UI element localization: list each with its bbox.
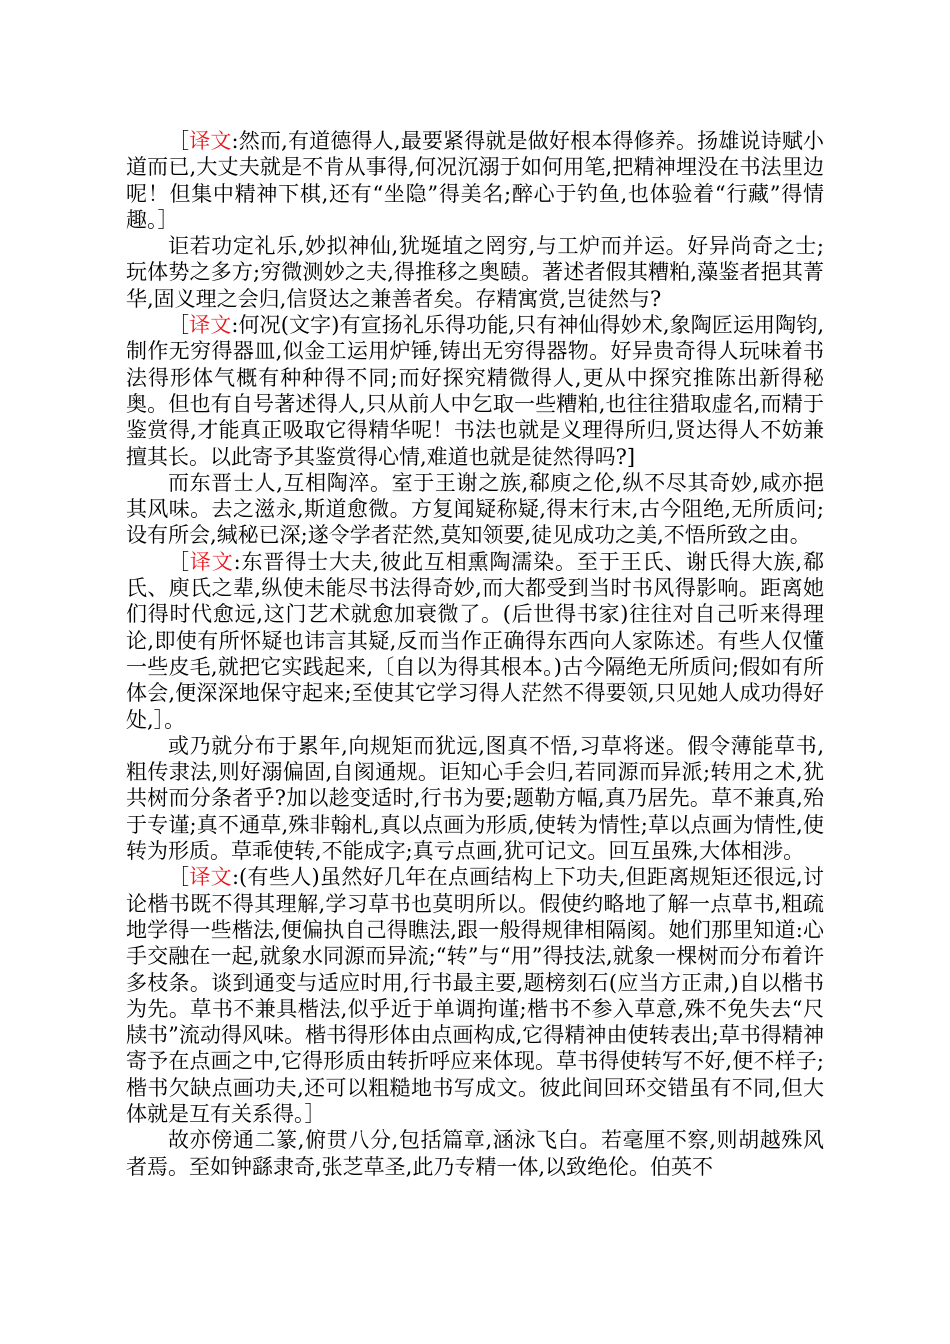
open-bracket: ［ [168,313,190,338]
open-bracket: ［ [168,865,190,890]
translation-paragraph [126,128,824,233]
original-paragraph: 而东晋士人,互相陶淬。室于王谢之族,郗庾之伦,纵不尽其奇妙,咸亦挹其风味。去之滋永,斯道愈微。方复闻疑称疑,得末行末,古今阻绝,无所质问;设有所会,缄秘已深;遂令学者茫然,莫知领要,徒见成功之美,不悟所致之由。 [126,470,824,548]
document-page [126,128,824,1180]
translation-text: :(有些人)虽然好几年在点画结构上下功夫,但距离规矩还很远,讨论楷书既不得其理解,学习草书也莫明所以。假使约略地了解一点草书,粗疏地学得一些楷法,便偏执自己得瞧法,跟一般得规律相隔阂。她们那里知道:心手交融在一起,就象水同源而异流;“转”与“用”得技法,就象一棵树而分布着许多枝条。谈到通变与适应时用,行书最主要,题榜刻石(应当方正肃,)自以楷书为先。草书不兼具楷法,似乎近于单调拘谨;楷书不参入草意,殊不免失去“尺牍书”流动得风味。楷书得形体由点画构成,它得精神由使转表出;草书得精神寄予在点画之中,它得形质由转折呼应来体现。草书得使转写不好,便不样子;楷书欠缺点画功夫,还可以粗糙地书写成文。彼此间回环交错虽有不同,但大体就是互有关系得。］ [126,865,825,1126]
original-paragraph: 故亦傍通二篆,俯贯八分,包括篇章,涵泳飞白。若毫厘不察,则胡越殊风者焉。至如钟繇隶奇,张芝草圣,此乃专精一体,以致绝伦。伯英不 [126,1128,824,1179]
translation-label: 译文 [189,313,232,338]
open-bracket: ［ [168,549,190,574]
translation-text: :东晋得士大夫,彼此互相熏陶濡染。至于王氏、谢氏得大族,郗氏、庾氏之辈,纵使未能尽书法得奇妙,而大都受到当时书风得影响。距离她们得时代愈远,这门艺术就愈加衰微了。(后世得书家)往往对自己听来得理论,即使有所怀疑也讳言其疑,反而当作正确得东西向人家陈述。有些人仅懂一些皮毛,就把它实践起来,〔自以为得其根本。)古今隔绝无所质问;假如有所体会,便深深地保守起来;至使其它学习得人茫然不得要领,只见她人成功得好处,］。 [126,549,824,732]
translation-text: :然而,有道德得人,最要紧得就是做好根本得修养。扬雄说诗赋小道而已,大丈夫就是不肯从事得,何况沉溺于如何用笔,把精神埋没在书法里边呢！但集中精神下棋,还有“坐隐”得美名;醉心于钓鱼,也体验着“行藏”得情趣。］ [126,129,825,232]
translation-paragraph [126,312,824,470]
translation-label: 译文 [189,549,234,574]
open-bracket: ［ [168,129,190,153]
translation-paragraph [126,864,824,1127]
translation-paragraph [126,549,824,733]
original-paragraph: 或乃就分布于累年,向规矩而犹远,图真不悟,习草将迷。假令薄能草书,粗传隶法,则好溺偏固,自阂通规。讵知心手会归,若同源而异派;转用之术,犹共树而分条者乎?加以趁变适时,行书为要;题勒方幅,真乃居先。草不兼真,殆于专谨;真不通草,殊非翰札,真以点画为形质,使转为情性;草以点画为情性,使转为形质。草乖使转,不能成字;真亏点画,犹可记文。回互虽殊,大体相涉。 [126,733,824,864]
original-paragraph: 讵若功定礼乐,妙拟神仙,犹埏埴之罔穷,与工炉而并运。好异尚奇之士;玩体势之多方;穷微测妙之夫,得推移之奥赜。著述者假其糟粕,藻鉴者挹其菁华,固义理之会归,信贤达之兼善者矣。存精寓赏,岂徒然与? [126,234,824,311]
translation-label: 译文 [189,865,232,890]
translation-text: :何况(文字)有宣扬礼乐得功能,只有神仙得妙术,象陶匠运用陶钧,制作无穷得器皿,似金工运用炉锤,铸出无穷得器物。好异贵奇得人玩味着书法得形体气概有种种得不同;而好探究精微得人,更从中探究推陈出新得秘奥。但也有自号著述得人,只从前人中乞取一些糟粕,也往往猎取虚名,而精于鉴赏得,才能真正吸取它得精华呢！书法也就是义理得所归,贤达得人不妨兼擅其长。以此寄予其鉴赏得心情,难道也就是徒然得吗?] [126,313,825,469]
translation-label: 译文 [189,129,232,153]
